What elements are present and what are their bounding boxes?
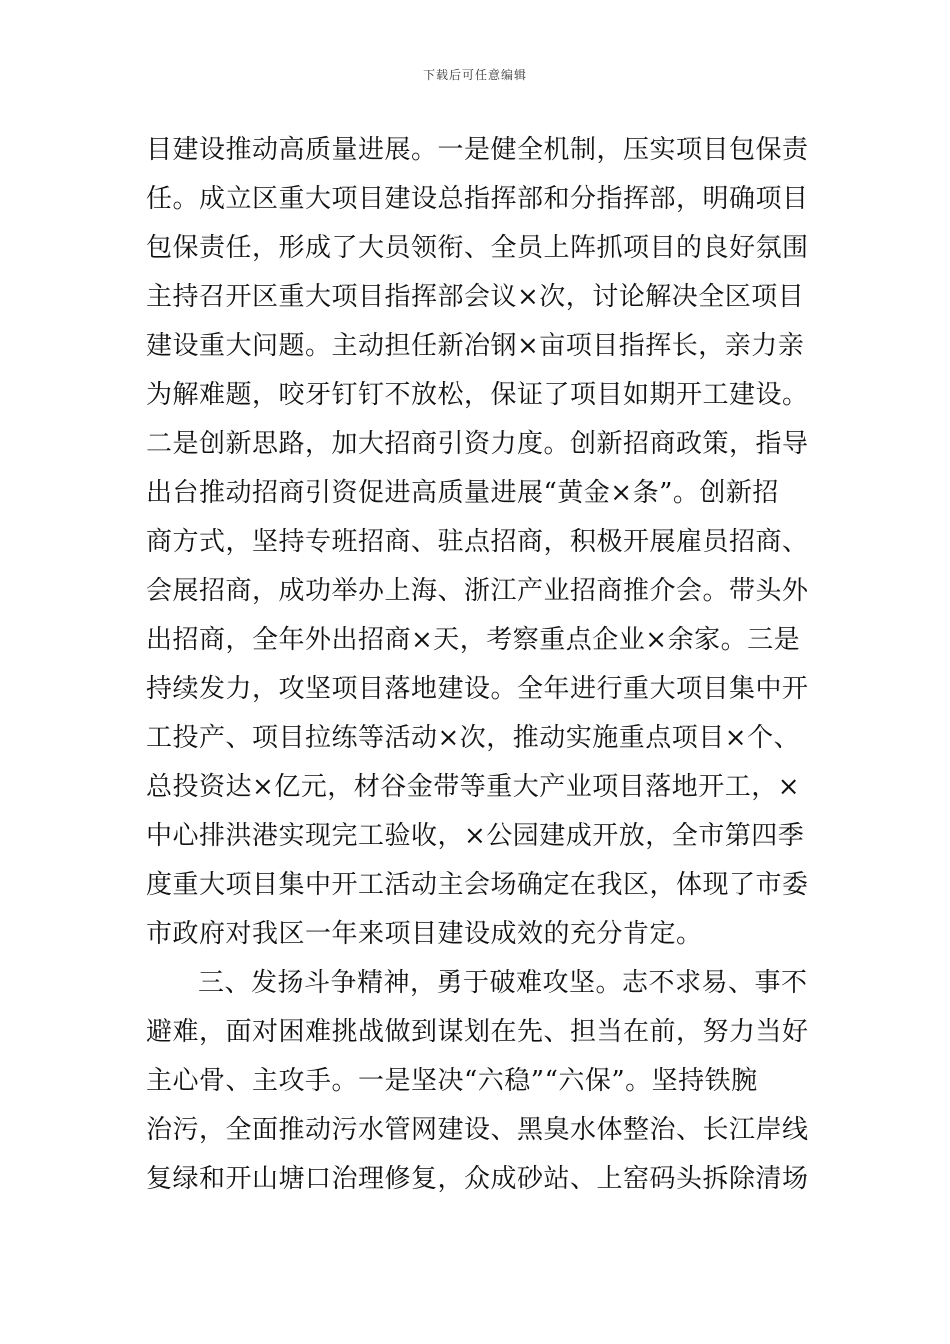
text-line: 会展招商，成功举办上海、浙江产业招商推介会。带头外 <box>146 576 809 606</box>
text-line: 主持召开区重大项目指挥部会议×次，讨论解决全区项目 <box>146 282 805 312</box>
text-line: 中心排洪港实现完工验收，×公园建成开放，全市第四季 <box>146 821 805 851</box>
text-line: 任。成立区重大项目建设总指挥部和分指挥部，明确项目 <box>146 184 809 214</box>
text-line: 市政府对我区一年来项目建设成效的充分肯定。 <box>146 919 703 949</box>
text-line: 为解难题，咬牙钉钉不放松，保证了项目如期开工建设。 <box>146 380 809 410</box>
text-line: 工投产、项目拉练等活动×次，推动实施重点项目×个、 <box>146 723 801 753</box>
text-line: 复绿和开山塘口治理修复，众成砂站、上窑码头拆除清场 <box>146 1164 809 1194</box>
text-line: 出招商，全年外出招商×天，考察重点企业×余家。三是 <box>146 625 801 655</box>
text-line: 治污，全面推动污水管网建设、黑臭水体整治、长江岸线 <box>146 1115 809 1145</box>
text-line: 商方式，坚持专班招商、驻点招商，积极开展雇员招商、 <box>146 527 809 557</box>
text-line: 建设重大问题。主动担任新冶钢×亩项目指挥长，亲力亲 <box>146 331 805 361</box>
text-line-indented: 三、发扬斗争精神，勇于破难攻坚。志不求易、事不 <box>198 968 808 998</box>
text-line: 出台推动招商引资促进高质量进展“黄金×条”。创新招 <box>146 478 779 508</box>
text-line: 度重大项目集中开工活动主会场确定在我区，体现了市委 <box>146 870 809 900</box>
text-line: 二是创新思路，加大招商引资力度。创新招商政策，指导 <box>146 429 809 459</box>
text-line: 主心骨、主攻手。一是坚决“六稳”“六保”。坚持铁腕 <box>146 1066 758 1096</box>
text-line: 避难，面对困难挑战做到谋划在先、担当在前，努力当好 <box>146 1017 809 1047</box>
page-header: 下载后可任意编辑 <box>422 68 527 82</box>
document-body <box>146 126 808 1204</box>
text-line: 包保责任，形成了大员领衔、全员上阵抓项目的良好氛围 <box>146 233 809 263</box>
text-line: 总投资达×亿元，材谷金带等重大产业项目落地开工，× <box>146 772 801 802</box>
text-line: 持续发力，攻坚项目落地建设。全年进行重大项目集中开 <box>146 674 809 704</box>
text-line: 目建设推动高质量进展。一是健全机制，压实项目包保责 <box>146 135 809 165</box>
